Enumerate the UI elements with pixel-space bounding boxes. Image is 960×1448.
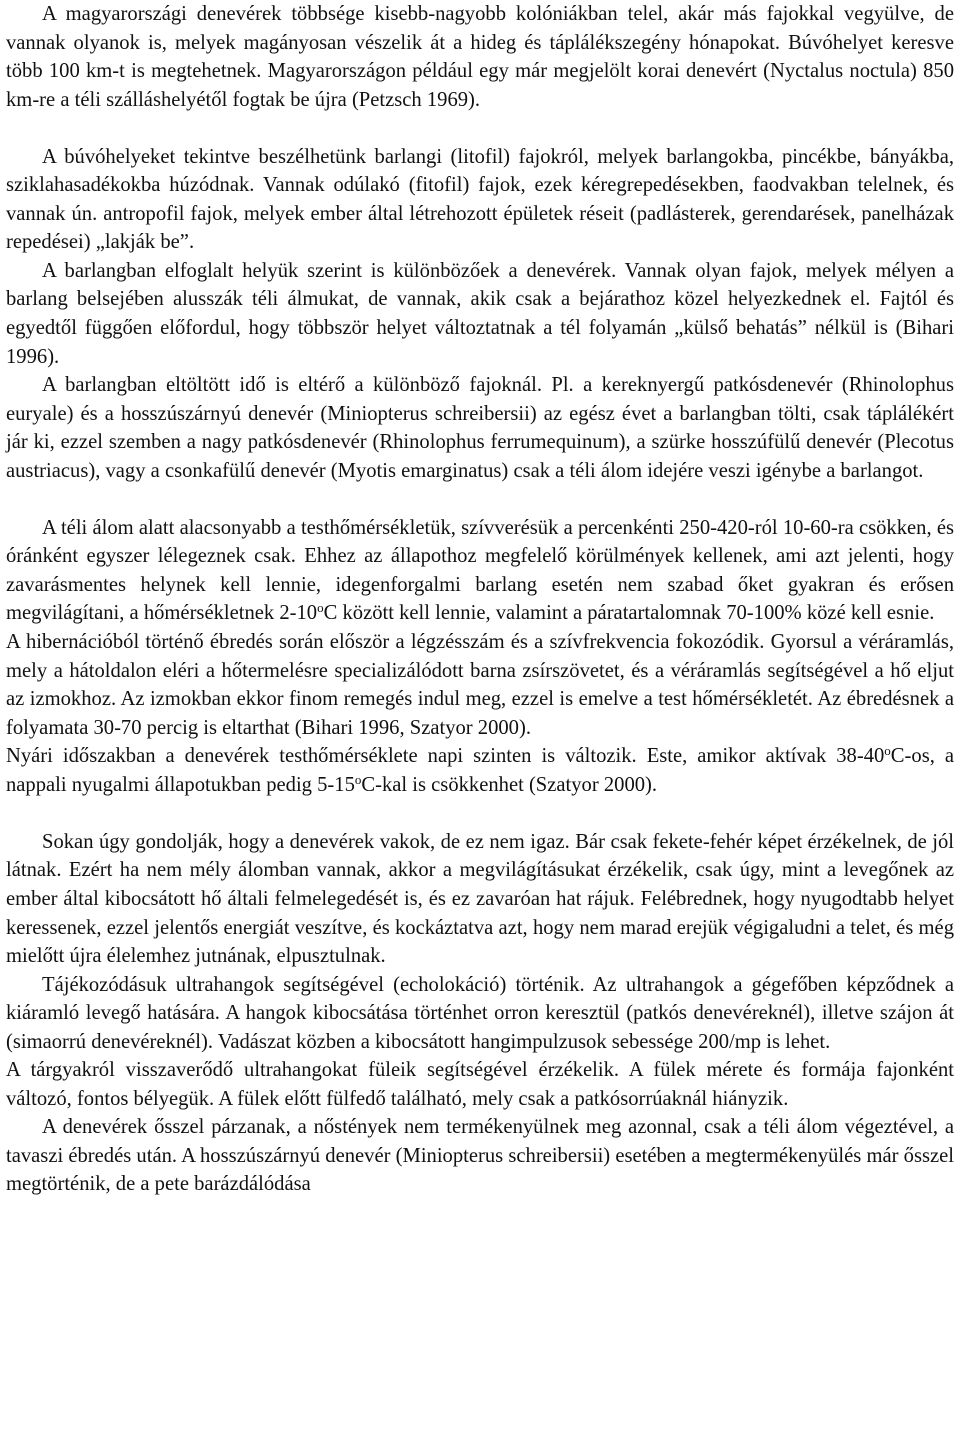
- degree-superscript: o: [317, 600, 324, 616]
- paragraph-p10: [6, 1056, 954, 1113]
- paragraph-p11: [6, 1113, 954, 1199]
- paragraph-p4: [6, 371, 954, 485]
- paragraph-text: A hibernációból történő ébredés során először a légzésszám és a szívfrekvencia fokozódik. Gyorsul a véráramlás, mely a hátoldalon eléri a hőtermelésre specializálódott barna zsírszövetet, és a véráramlás segítségével a hő eljut az izmokhoz. Az izmokban ekkor finom remegés indul meg, ezzel is emelve a test hőmérsékletét. Az ébredésnek a folyamata 30-70 percig is eltarthat (Bihari 1996, Szatyor 2000).: [6, 631, 954, 739]
- paragraph-gap: [6, 114, 954, 143]
- paragraph-text: C-os, a nappali nyugalmi állapotukban pedig 5-15: [6, 745, 954, 796]
- paragraph-p2: [6, 143, 954, 257]
- paragraph-p1: [6, 0, 954, 114]
- paragraph-text: A magyarországi denevérek többsége kisebb-nagyobb kolóniákban telel, akár más fajokkal vegyülve, de vannak olyanok is, melyek magányosan vészelik át a hideg és táplálékszegény hónapokat. Búvóhelyet keresve több 100 km-t is megtehetnek. Magyarországon például egy már megjelölt korai denevért (Nyctalus noctula) 850 km-re a téli szálláshelyétől fogtak be újra (Petzsch 1969).: [6, 3, 954, 111]
- degree-superscript: o: [884, 743, 891, 759]
- degree-superscript: o: [354, 771, 362, 787]
- paragraph-text: C-kal is csökkenhet (Szatyor 2000).: [361, 773, 658, 796]
- paragraph-p6: [6, 628, 954, 742]
- paragraph-gap: [6, 485, 954, 514]
- paragraph-p9: [6, 971, 954, 1057]
- paragraph-p7: [6, 742, 954, 799]
- document-page: [6, 0, 954, 1199]
- paragraph-text: A barlangban eltöltött idő is eltérő a különböző fajoknál. Pl. a kereknyergű patkósdenevér (Rhinolophus euryale) és a hosszúszárnyú denevér (Miniopterus schreibersii) az egész évet a barlangban tölti, csak táplálékért jár ki, ezzel szemben a nagy patkósdenevér (Rhinolophus ferrumequinum), a szürke hosszúfülű denevér (Plecotus austriacus), vagy a csonkafülű denevér (Myotis emarginatus) csak a téli álom idejére veszi igénybe a barlangot.: [6, 374, 954, 482]
- paragraph-text: A búvóhelyeket tekintve beszélhetünk barlangi (litofil) fajokról, melyek barlangokba, pincékbe, bányákba, sziklahasadékokba húzódnak. Vannak odúlakó (fitofil) fajok, ezek kéregrepedésekben, faodvakban telelnek, és vannak ún. antropofil fajok, melyek ember által létrehozott épületek réseit (padlásterek, gerendarések, panelházak repedései) „lakják be”.: [6, 145, 954, 254]
- paragraph-text: A tárgyakról visszaverődő ultrahangokat füleik segítségével érzékelik. A fülek mérete és formája fajonként változó, fontos bélyegük. A fülek előtt fülfedő található, mely csak a patkósorrúaknál hiányzik.: [6, 1059, 954, 1110]
- paragraph-p3: [6, 257, 954, 371]
- paragraph-p5: [6, 514, 954, 628]
- paragraph-gap: [6, 799, 954, 828]
- paragraph-text: C között kell lennie, valamint a páratartalomnak 70-100% közé kell esnie.: [323, 602, 935, 625]
- paragraph-text: Sokan úgy gondolják, hogy a denevérek vakok, de ez nem igaz. Bár csak fekete-fehér képet érzékelnek, de jól látnak. Ezért ha nem mély álomban vannak, akkor a megvilágításukat érzékelik, csak úgy, mint a levegőnek az ember által kibocsátott hő általi felmelegedését is, és ez zavaróan hat rájuk. Felébrednek, hogy nyugodtabb helyet keressenek, ezzel jelentős energiát veszítve, és kockáztatva azt, hogy nem marad erejük végigaludni a telet, és még mielőtt újra élelemhez jutnának, elpusztulnak.: [6, 830, 954, 968]
- paragraph-text: A téli álom alatt alacsonyabb a testhőmérsékletük, szívverésük a percenkénti 250-420-ról 10-60-ra csökken, és óránként egyszer lélegeznek csak. Ehhez az állapothoz megfelelő körülmények kellenek, ami azt jelenti, hogy zavarásmentes helynek kell lennie, idegenforgalmi barlang esetén nem szabad őket gyakran és erősen megvilágítani, a hőmérsékletnek 2-10: [6, 516, 954, 625]
- paragraph-text: Tájékozódásuk ultrahangok segítségével (echolokáció) történik. Az ultrahangok a gégefőben képződnek a kiáramló levegő hatására. A hangok kibocsátása történhet orron keresztül (patkós denevéreknél), illetve szájon át (simaorrú denevéreknél). Vadászat közben a kibocsátott hangimpulzusok sebessége 200/mp is lehet.: [6, 973, 954, 1053]
- paragraph-text: A denevérek ősszel párzanak, a nőstények nem termékenyülnek meg azonnal, csak a téli álom végeztével, a tavaszi ébredés után. A hosszúszárnyú denevér (Miniopterus schreibersii) esetében a megtermékenyülés már ősszel megtörténik, de a pete barázdálódása: [6, 1116, 954, 1196]
- paragraph-p8: [6, 828, 954, 971]
- paragraph-text: Nyári időszakban a denevérek testhőmérséklete napi szinten is változik. Este, amikor aktívak 38-40: [6, 745, 885, 768]
- paragraph-text: A barlangban elfoglalt helyük szerint is különbözőek a denevérek. Vannak olyan fajok, melyek mélyen a barlang belsejében alusszák téli álmukat, de vannak, akik csak a bejárathoz közel helyezkednek el. Fajtól és egyedtől függően előfordul, hogy többször helyet változtatnak a tél folyamán „külső behatás” nélkül is (Bihari 1996).: [6, 259, 954, 368]
